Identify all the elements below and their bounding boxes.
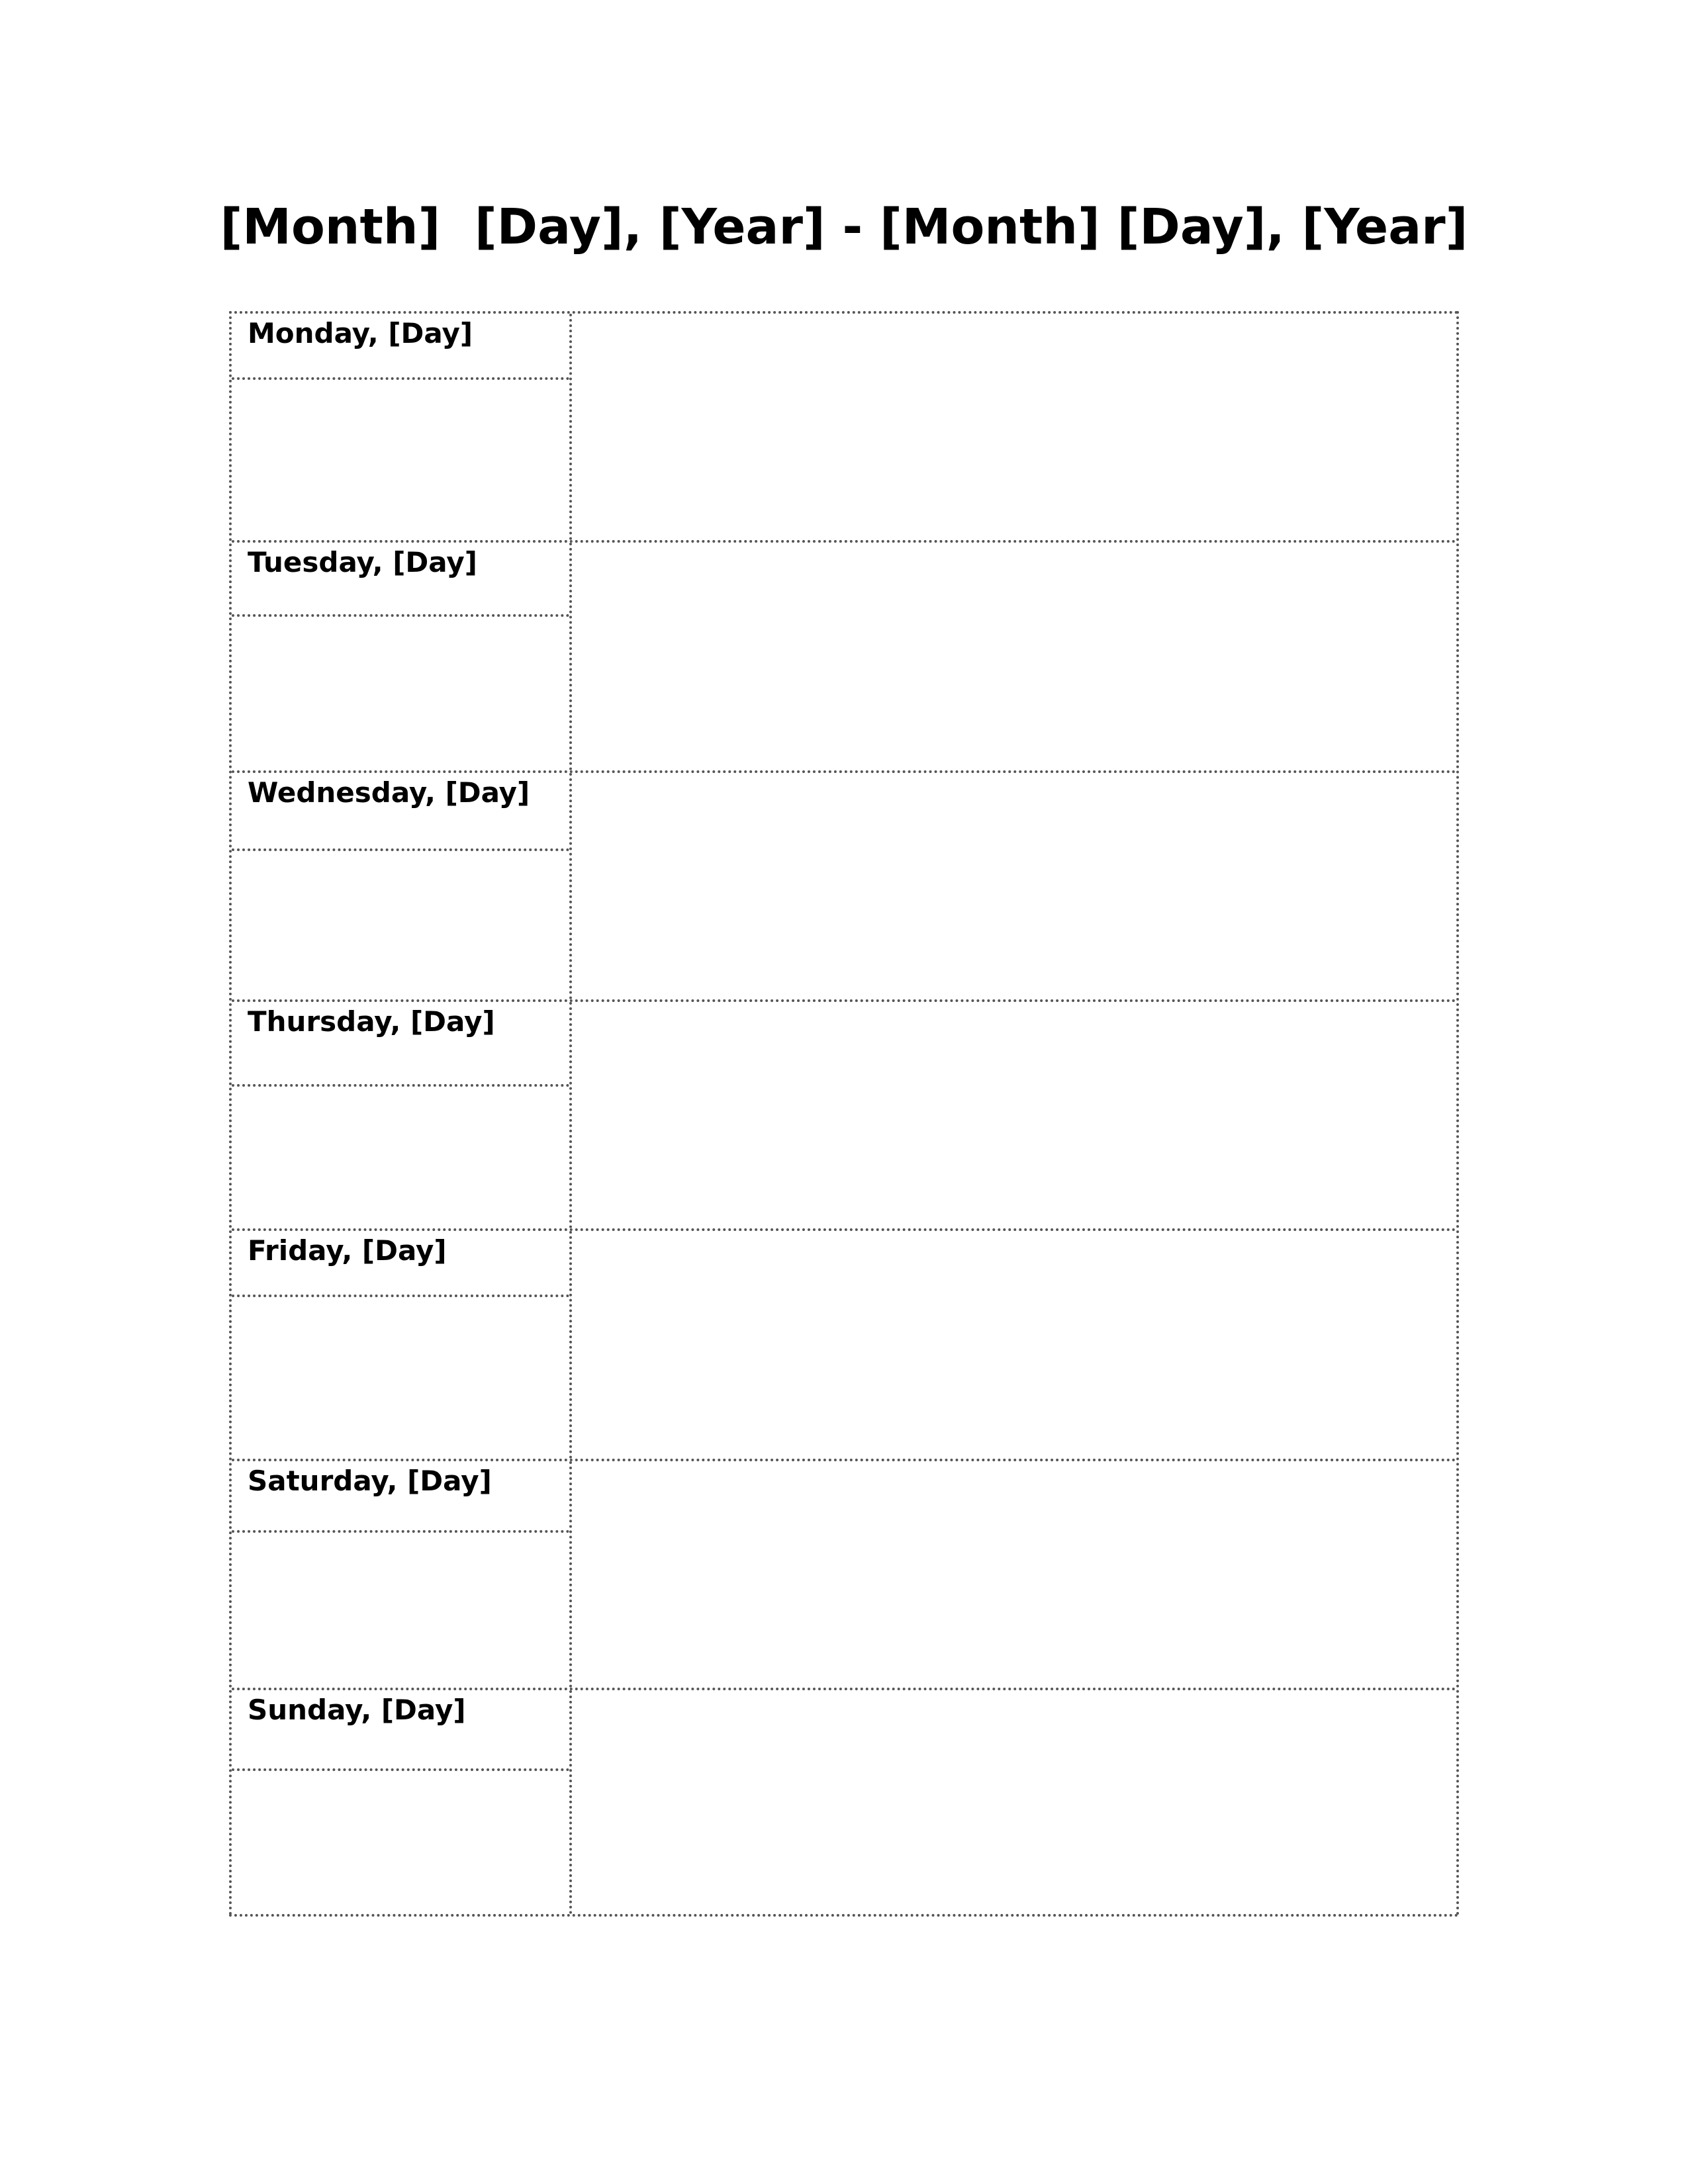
day-left-column xyxy=(232,543,572,770)
day-notes-cell[interactable] xyxy=(232,1771,569,1914)
day-left-column xyxy=(232,1461,572,1688)
day-notes-cell[interactable] xyxy=(232,380,569,540)
day-header-cell[interactable] xyxy=(232,1461,569,1533)
day-schedule-cell[interactable] xyxy=(572,1690,1456,1914)
day-row-wednesday xyxy=(232,773,1456,1002)
day-left-column xyxy=(232,314,572,540)
day-schedule-cell[interactable] xyxy=(572,1231,1456,1459)
day-left-column xyxy=(232,1690,572,1914)
day-notes-cell[interactable] xyxy=(232,1087,569,1228)
day-notes-cell[interactable] xyxy=(232,617,569,770)
day-header-cell[interactable] xyxy=(232,314,569,380)
day-schedule-cell[interactable] xyxy=(572,773,1456,999)
day-notes-cell[interactable] xyxy=(232,1533,569,1688)
day-schedule-cell[interactable] xyxy=(572,1461,1456,1688)
day-header-cell[interactable] xyxy=(232,1690,569,1771)
day-label-sunday: Sunday, [Day] xyxy=(248,1694,466,1726)
day-left-column xyxy=(232,1002,572,1228)
day-label-friday: Friday, [Day] xyxy=(248,1234,447,1267)
day-left-column xyxy=(232,1231,572,1459)
day-label-wednesday: Wednesday, [Day] xyxy=(248,776,530,809)
day-row-saturday xyxy=(232,1461,1456,1690)
day-row-friday xyxy=(232,1231,1456,1461)
day-label-tuesday: Tuesday, [Day] xyxy=(248,546,477,578)
day-header-cell[interactable] xyxy=(232,543,569,617)
day-notes-cell[interactable] xyxy=(232,1297,569,1459)
day-schedule-cell[interactable] xyxy=(572,1002,1456,1228)
day-schedule-cell[interactable] xyxy=(572,543,1456,770)
day-header-cell[interactable] xyxy=(232,1231,569,1297)
weekly-planner-table xyxy=(229,311,1459,1917)
day-header-cell[interactable] xyxy=(232,773,569,851)
day-row-thursday xyxy=(232,1002,1456,1231)
day-label-thursday: Thursday, [Day] xyxy=(248,1005,495,1038)
day-label-saturday: Saturday, [Day] xyxy=(248,1465,492,1497)
page-title: [Month] [Day], [Year] - [Month] [Day], [Year] xyxy=(220,199,1468,255)
day-row-monday xyxy=(232,314,1456,543)
day-label-monday: Monday, [Day] xyxy=(248,317,473,349)
day-header-cell[interactable] xyxy=(232,1002,569,1087)
day-row-tuesday xyxy=(232,543,1456,773)
day-schedule-cell[interactable] xyxy=(572,314,1456,540)
day-left-column xyxy=(232,773,572,999)
day-row-sunday xyxy=(232,1690,1456,1914)
day-notes-cell[interactable] xyxy=(232,851,569,999)
